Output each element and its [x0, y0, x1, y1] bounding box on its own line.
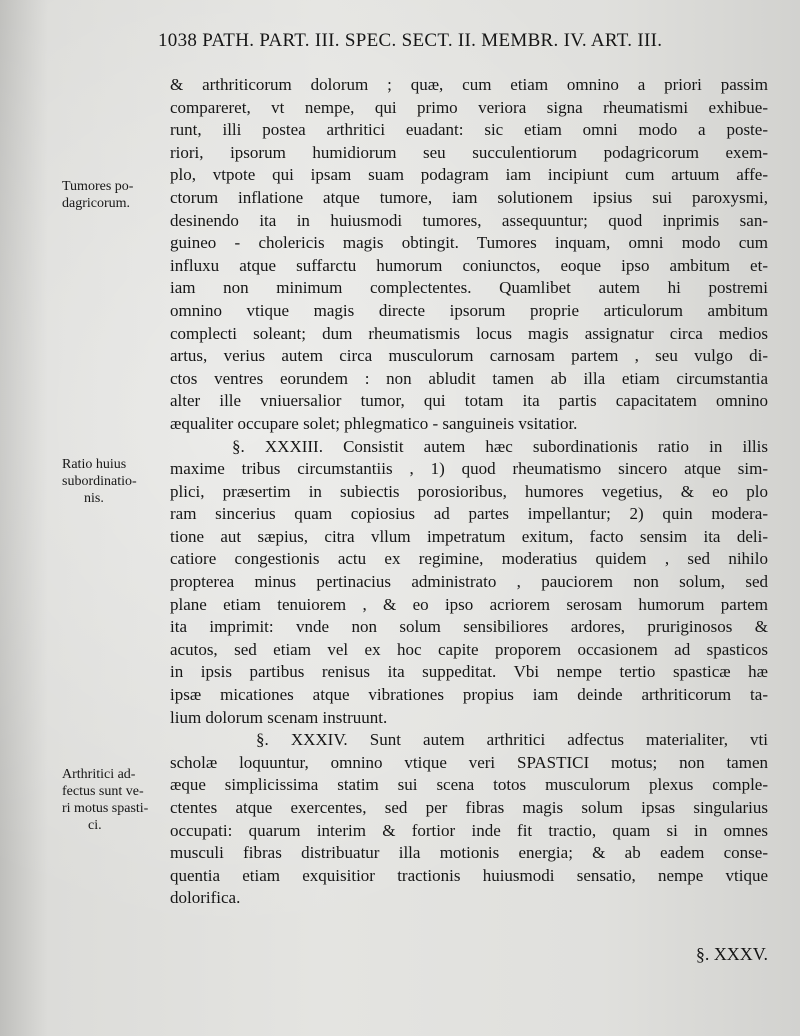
text-line: plici, præsertim in subiectis porosioribus, humores vegetius, & eo plo: [170, 481, 768, 501]
margin-note-line: ri motus spasti-: [62, 801, 149, 816]
text-line: ctentes atque exercentes, sed per fibras magis solum ipsas singularius: [170, 798, 768, 817]
text-line: ram sincerius quam copiosius ad partes impellantur; 2) quin modera-: [170, 504, 768, 524]
text-line: plo, vtpote qui ipsam suam podagram iam incipiunt cum artuum affe-: [170, 165, 768, 185]
text-line: artus, verius autem circa musculorum carnosam partem , seu vulgo di-: [170, 346, 768, 366]
text-line: compareret, vt nempe, qui primo veriora signa rheumatismi exhibue-: [170, 97, 768, 117]
margin-note-tumores: [62, 178, 174, 212]
text-line: alter ille vniuersalior tumor, qui totam ita partis capacitatem omnino: [170, 391, 768, 411]
text-line: plane etiam tenuiorem , & eo ipso acriorem serosam humorum partem: [170, 594, 768, 614]
text-line: riori, ipsorum humidiorum seu succulentiorum podagricorum exem-: [170, 142, 768, 162]
margin-note-line: Tumores po-: [62, 179, 134, 194]
text-line: æqualiter occupare solet; phlegmatico - sanguineis vsitatior.: [170, 413, 578, 433]
text-line: tione aut sæpius, citra vllum impetratum exitum, facto sensim ita deli-: [170, 526, 768, 546]
catchword: §. XXXV.: [695, 944, 768, 964]
text-line: iam non minimum complectentes. Quamlibet autem hi postremi: [170, 278, 768, 298]
running-header: 1038 PATH. PART. III. SPEC. SECT. II. MEMBR. IV. ART. III.: [158, 30, 663, 51]
margin-note-ratio: [62, 456, 174, 507]
text-line: acutos, sed etiam vel ex hoc capite proporem occasionem ad spasticos: [170, 639, 768, 659]
section-start-line: §. XXXIV. Sunt autem arthritici adfectus materialiter, vti: [256, 730, 768, 750]
text-line: maxime tribus circumstantiis , 1) quod rheumatismo sincero atque sim-: [170, 459, 768, 479]
text-line: catiore congestionis actu ex regimine, moderatius quidem , sed nihilo: [170, 549, 768, 569]
text-line: ipsæ micationes atque vibrationes propius iam deinde arthriticorum ta-: [170, 685, 768, 705]
margin-note-line: fectus sunt ve-: [62, 784, 144, 799]
margin-note-line: dagricorum.: [62, 196, 131, 211]
main-text-block: [170, 74, 768, 910]
text-line: desinendo ita in huiusmodi tumores, assequuntur; quod inprimis san-: [170, 210, 768, 230]
text-line: æque simplicissima statim sui scena totos musculorum plexus comple-: [170, 775, 768, 795]
text-line: ctos ventres eorundem : non abludit tamen ab illa etiam circumstantia: [170, 368, 768, 388]
text-line: lium dolorum scenam instruunt.: [170, 707, 388, 727]
text-line: guineo - cholericis magis obtingit. Tumores inquam, omni modo cum: [170, 233, 768, 253]
section-start-line: §. XXXIII. Consistit autem hæc subordinationis ratio in illis: [232, 436, 768, 456]
text-line: quentia etiam exquisitior tractionis huiusmodi sensatio, nempe vtique: [170, 865, 768, 885]
text-line: ctorum inflatione atque tumore, iam solutionem ipsius sui paroxysmi,: [170, 187, 768, 207]
text-line: omnino vtique magis directe ipsorum proprie articulorum ambitum: [170, 300, 768, 320]
margin-note-line: ci.: [88, 818, 102, 833]
margin-note-arthritici: [62, 766, 174, 834]
text-line: scholæ loquuntur, omnino vtique veri SPASTICI motus; non tamen: [170, 752, 768, 772]
text-line: influxu atque suffarctu humorum coniunctos, eoque ipso ambitum et-: [170, 255, 768, 275]
text-line: dolorifica.: [170, 888, 241, 908]
text-line: occupati: quarum interim & fortior inde fit tractio, quam si in omnes: [170, 820, 768, 840]
margin-note-line: Ratio huius: [62, 457, 127, 472]
text-line: runt, illi postea arthritici euadant: sic etiam omni modo a poste-: [170, 120, 768, 140]
margin-note-line: subordinatio-: [62, 474, 137, 489]
text-line: & arthriticorum dolorum ; quæ, cum etiam omnino a priori passim: [170, 75, 768, 94]
text-line: ita imprimit: vnde non solum sensibiliores ardores, pruriginosos &: [170, 617, 768, 637]
margin-note-line: Arthritici ad-: [62, 767, 136, 782]
text-line: musculi fibras distribuatur illa motionis energia; & ab eadem conse-: [170, 843, 768, 863]
text-line: in ipsis partibus renisus ita suppeditat. Vbi nempe tertio spasticæ hæ: [170, 662, 768, 682]
margin-note-line: nis.: [84, 491, 104, 506]
text-line: complecti soleant; dum rheumatismis locus magis assignatur circa medios: [170, 323, 768, 343]
text-line: propterea minus pertinacius administrato , pauciorem non solum, sed: [170, 572, 768, 592]
